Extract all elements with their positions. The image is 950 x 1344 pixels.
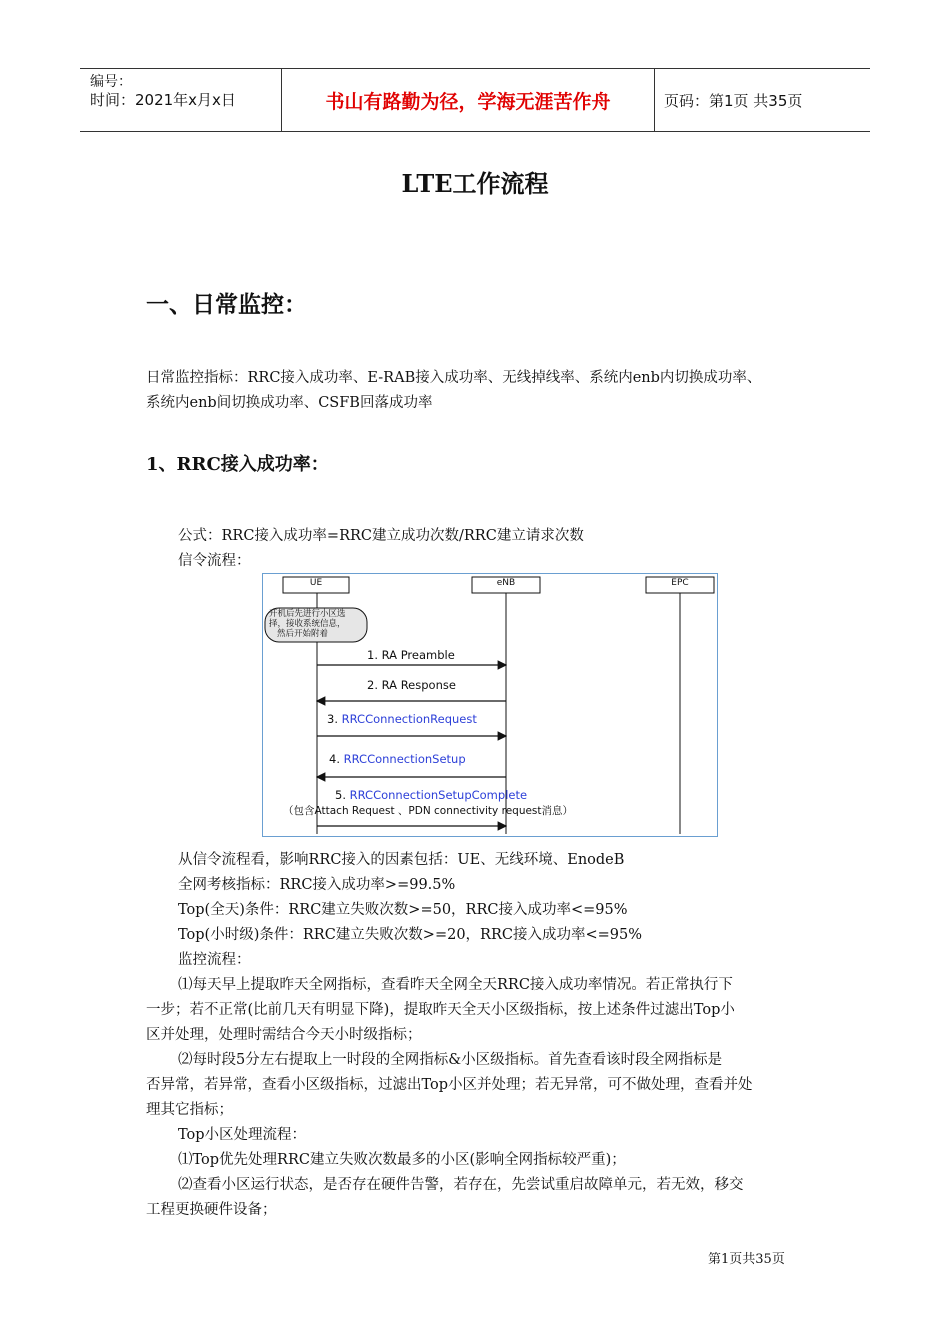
intro-line-1: 日常监控指标：RRC接入成功率、E-RAB接入成功率、无线掉线率、系统内enb内切换成功率、 [146, 370, 762, 386]
msg3-label: 3. RRCConnectionRequest [327, 712, 477, 726]
page-footer: 第1页共35页 [708, 1252, 785, 1267]
body-line-3: Top(全天)条件：RRC建立失败次数>=50，RRC接入成功率<=95% [178, 902, 628, 918]
body-line-10: 否异常，若异常，查看小区级指标，过滤出Top小区并处理；若无异常，可不做处理，查看并处 [146, 1077, 753, 1093]
body-line-6: ⑴每天早上提取昨天全网指标，查看昨天全网全天RRC接入成功率情况。若正常执行下 [178, 977, 733, 993]
formula-text: 公式：RRC接入成功率=RRC建立成功次数/RRC建立请求次数 [178, 528, 584, 544]
ue-note-line-2: 择，接收系统信息， [269, 619, 346, 629]
msg1-label: 1. RA Preamble [367, 648, 455, 662]
msg5-label: 5. RRCConnectionSetupComplete [335, 788, 528, 802]
body-line-14: ⑵查看小区运行状态，是否存在硬件告警，若存在，先尝试重启故障单元，若无效，移交 [178, 1177, 744, 1193]
page-number-label: 页码：第1页 共35页 [664, 92, 803, 110]
msg5-note: （包含Attach Request 、PDN connectivity request消息） [283, 805, 574, 817]
signaling-label: 信令流程： [178, 553, 251, 569]
intro-line-2: 系统内enb间切换成功率、CSFB回落成功率 [146, 395, 433, 411]
body-line-13: ⑴Top优先处理RRC建立失败次数最多的小区(影响全网指标较严重)； [178, 1152, 626, 1168]
document-title: LTE工作流程 [401, 169, 549, 198]
body-line-8: 区并处理，处理时需结合今天小时级指标； [146, 1027, 422, 1043]
motto: 书山有路勤为径，学海无涯苦作舟 [325, 91, 611, 113]
body-line-5: 监控流程： [178, 952, 251, 968]
subsection-heading: 1、RRC接入成功率： [146, 454, 329, 475]
header-motto-cell [281, 69, 655, 131]
epc-entity-label: EPC [671, 578, 689, 588]
ue-note-line-1: 开机后先进行小区选 [269, 609, 346, 619]
header-page-cell [654, 69, 870, 131]
section-heading: 一、日常监控： [146, 292, 307, 318]
body-line-9: ⑵每时段5分左右提取上一时段的全网指标&小区级指标。首先查看该时段全网指标是 [178, 1052, 723, 1068]
page-header [80, 68, 870, 132]
body-line-2: 全网考核指标：RRC接入成功率>=99.5% [178, 877, 456, 893]
body-line-7: 一步；若不正常(比前几天有明显下降)，提取昨天全天小区级指标，按上述条件过滤出Top小 [146, 1002, 735, 1018]
body-line-4: Top(小时级)条件：RRC建立失败次数>=20，RRC接入成功率<=95% [178, 927, 643, 943]
time-label: 时间：2021年x月x日 [90, 91, 236, 109]
number-label: 编号： [90, 74, 132, 90]
body-line-15: 工程更换硬件设备； [146, 1202, 277, 1218]
msg4-label: 4. RRCConnectionSetup [329, 752, 466, 766]
ue-note-line-3: 然后开始附着 [277, 629, 329, 639]
header-meta-cell [80, 69, 280, 131]
body-line-12: Top小区处理流程： [178, 1127, 307, 1143]
ue-entity-label: UE [309, 578, 323, 588]
enb-entity-label: eNB [496, 578, 516, 588]
body-line-11: 理其它指标； [146, 1102, 233, 1118]
msg2-label: 2. RA Response [367, 678, 456, 692]
signaling-diagram [262, 573, 718, 837]
body-line-1: 从信令流程看，影响RRC接入的因素包括：UE、无线环境、EnodeB [178, 852, 625, 868]
